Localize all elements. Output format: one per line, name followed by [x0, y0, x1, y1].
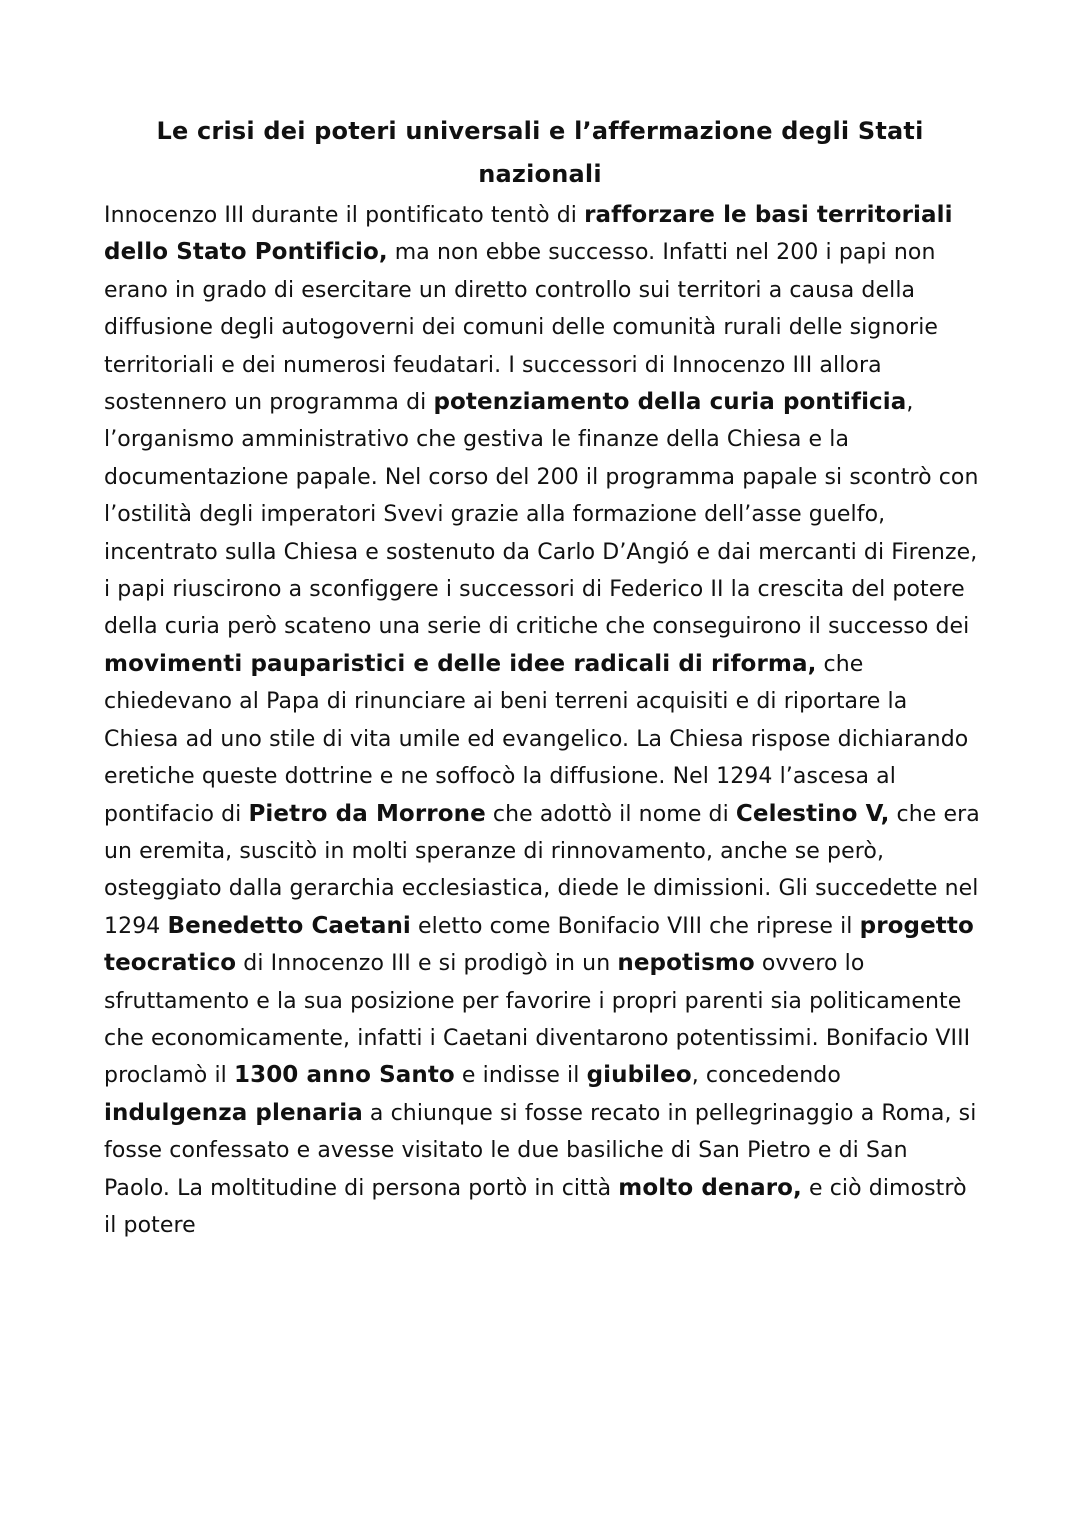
- body-segment: , l’organismo amministrativo che gestiva le finanze della Chiesa e la documentazione papale. Nel corso del 200 il programma papale si scontrò con l’ostilità degli imperatori Svevi grazie alla formazione dell’asse guelfo, incentrato sulla Chiesa e sostenuto da Carlo D’Angió e dai mercanti di Firenze, i papi riuscirono a sconfiggere i successori di Federico II la crescita del potere della curia però scateno una serie di critiche che conseguirono il successo dei: [104, 390, 979, 640]
- document-body: [104, 197, 980, 1244]
- body-segment-bold: movimenti pauparistici e delle idee radicali di riforma,: [104, 650, 817, 677]
- body-segment: che era un eremita, suscitò in molti speranze di rinnovamento, anche se però, osteggiato dalla gerarchia ecclesiastica, diede le dimissioni. Gli succedette nel 1294: [104, 801, 980, 939]
- body-segment-bold: Benedetto Caetani: [167, 912, 411, 939]
- body-segment-bold: rafforzare le basi territoriali dello Stato Pontificio,: [104, 202, 953, 266]
- body-segment-bold: giubileo: [586, 1062, 692, 1089]
- body-segment-bold: Celestino V,: [735, 800, 890, 827]
- body-segment: a chiunque si fosse recato in pellegrinaggio a Roma, si fosse confessato e avesse visitato le due basiliche di San Pietro e di San Paolo. La moltitudine di persona portò in città: [104, 1100, 977, 1201]
- document-title: Le crisi dei poteri universali e l’affermazione degli Stati nazionali: [156, 117, 924, 188]
- body-segment-bold: nepotismo: [617, 950, 755, 977]
- body-segment: che chiedevano al Papa di rinunciare ai beni terreni acquisiti e di riportare la Chiesa ad uno stile di vita umile ed evangelico. La Chiesa rispose dichiarando eretiche queste dottrine e ne soffocò la diffusione. Nel 1294 l’ascesa al pontifacio di: [104, 651, 969, 827]
- body-segment: che adottò il nome di: [485, 801, 736, 827]
- body-segment: ma non ebbe successo. Infatti nel 200 i papi non erano in grado di esercitare un diretto controllo sui territori a causa della diffusione degli autogoverni dei comuni delle comunità rurali delle signorie territoriali e dei numerosi feudatari. I successori di Innocenzo III allora sostennero un programma di: [104, 240, 939, 416]
- body-segment: di Innocenzo III e si prodigò in un: [236, 951, 618, 977]
- body-segment-bold: potenziamento della curia pontificia: [433, 389, 907, 416]
- body-segment-bold: 1300 anno Santo: [233, 1062, 455, 1089]
- body-segment-bold: Pietro da Morrone: [248, 800, 486, 827]
- body-segment: e indisse il: [454, 1063, 587, 1089]
- body-segment-bold: indulgenza plenaria: [104, 1099, 363, 1126]
- body-segment-bold: molto denaro,: [618, 1174, 802, 1201]
- body-segment-bold: progetto teocratico: [104, 912, 974, 977]
- body-segment: eletto come Bonifacio VIII che riprese il: [410, 913, 860, 939]
- body-segment: ovvero lo sfruttamento e la sua posizione per favorire i propri parenti sia politicamente che economicamente, infatti i Caetani diventarono potentissimi. Bonifacio VIII proclamò il: [104, 951, 971, 1089]
- body-segment: , concedendo: [691, 1063, 841, 1089]
- body-segment: Innocenzo III durante il pontificato tentò di: [104, 203, 585, 228]
- body-segment: e ciò dimostrò il potere: [104, 1175, 967, 1238]
